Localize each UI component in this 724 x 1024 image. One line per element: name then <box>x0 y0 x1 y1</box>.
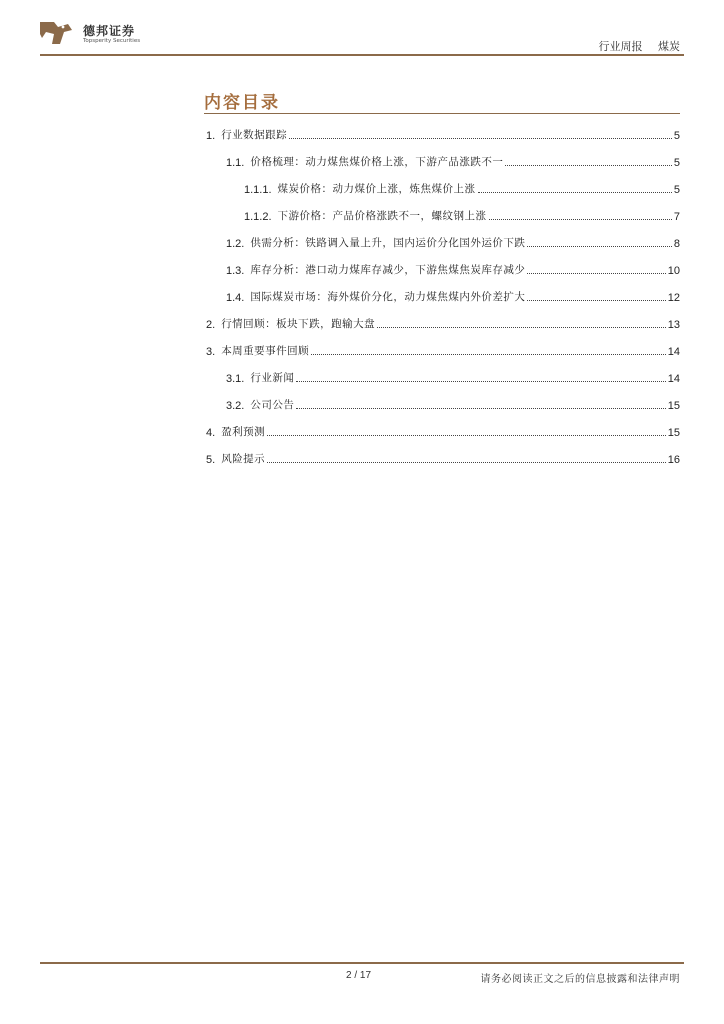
toc-entry-number: 3.2. <box>226 400 245 412</box>
toc-entry[interactable] <box>226 371 680 385</box>
toc-entry-number: 1.1.2. <box>244 211 272 223</box>
toc-entry-page: 15 <box>667 427 680 439</box>
toc-entry-text: 行业新闻 <box>250 372 295 384</box>
toc-leader-dots <box>505 165 672 166</box>
toc-entry[interactable] <box>206 128 680 142</box>
toc-entry-number: 1.2. <box>226 238 245 250</box>
toc-leader-dots <box>311 354 666 355</box>
toc-entry-page: 5 <box>673 157 680 169</box>
toc-entry-number: 1.1.1. <box>244 184 272 196</box>
toc-entry-text: 风险提示 <box>221 453 266 465</box>
toc-entry-page: 14 <box>667 373 680 385</box>
toc-entry[interactable] <box>226 263 680 277</box>
toc-entry-text: 国际煤炭市场：海外煤价分化，动力煤焦煤内外价差扩大 <box>250 291 526 303</box>
toc-leader-dots <box>527 300 665 301</box>
toc-entry-number: 4. <box>206 427 216 439</box>
toc-entry-page: 5 <box>673 130 680 142</box>
toc-entry-text: 盈利预测 <box>221 426 266 438</box>
toc-leader-dots <box>527 246 672 247</box>
toc-leader-dots <box>377 327 666 328</box>
toc-entry-page: 10 <box>667 265 680 277</box>
toc-entry[interactable] <box>206 317 680 331</box>
company-name-cn: 德邦证券 <box>83 24 136 38</box>
toc-entry-number: 1.4. <box>226 292 245 304</box>
toc-entry[interactable] <box>206 452 680 466</box>
page-indicator: 2 / 17 <box>346 970 372 981</box>
toc-entry-number: 1.3. <box>226 265 245 277</box>
report-sector: 煤炭 <box>658 40 680 53</box>
toc-leader-dots <box>267 435 666 436</box>
toc-entry[interactable] <box>226 398 680 412</box>
toc-entry-text: 本周重要事件回顾 <box>221 345 310 357</box>
toc-entry-number: 3.1. <box>226 373 245 385</box>
toc-leader-dots <box>267 462 666 463</box>
toc-entry[interactable] <box>226 290 680 304</box>
toc-entry-page: 7 <box>673 211 680 223</box>
toc-entry-number: 1. <box>206 130 216 142</box>
toc-entry[interactable] <box>206 425 680 439</box>
toc-entry-text: 下游价格：产品价格涨跌不一，螺纹钢上涨 <box>277 210 487 222</box>
toc-leader-dots <box>527 273 665 274</box>
toc-entry-number: 2. <box>206 319 216 331</box>
footer-divider <box>40 962 684 964</box>
toc-leader-dots <box>489 219 672 220</box>
toc-entry-text: 供需分析：铁路调入量上升，国内运价分化国外运价下跌 <box>250 237 526 249</box>
toc-entry-text: 行情回顾：板块下跌，跑输大盘 <box>221 318 376 330</box>
toc-leader-dots <box>296 381 665 382</box>
toc-entry[interactable] <box>206 344 680 358</box>
toc-entry-text: 煤炭价格：动力煤价上涨，炼焦煤价上涨 <box>277 183 476 195</box>
toc-entry-text: 价格梳理：动力煤焦煤价格上涨，下游产品涨跌不一 <box>250 156 504 168</box>
toc-leader-dots <box>478 192 672 193</box>
toc-leader-dots <box>289 138 672 139</box>
toc-title: 内容目录 <box>204 93 280 113</box>
report-type: 行业周报 <box>598 40 643 53</box>
toc-entry-number: 3. <box>206 346 216 358</box>
footer-disclaimer: 请务必阅读正文之后的信息披露和法律声明 <box>480 974 680 985</box>
toc-entry-page: 12 <box>667 292 680 304</box>
toc-leader-dots <box>296 408 665 409</box>
toc-entry-page: 14 <box>667 346 680 358</box>
toc-entry[interactable] <box>244 182 680 196</box>
company-name-en: Topsperity Securities <box>83 38 141 44</box>
toc-entry-page: 8 <box>673 238 680 250</box>
toc-entry[interactable] <box>226 155 680 169</box>
toc-entry-page: 16 <box>667 454 680 466</box>
toc-entry-number: 1.1. <box>226 157 245 169</box>
toc-entry[interactable] <box>244 209 680 223</box>
toc-entry-page: 13 <box>667 319 680 331</box>
toc-entry-text: 库存分析：港口动力煤库存减少，下游焦煤焦炭库存减少 <box>250 264 526 276</box>
toc-entry-page: 15 <box>667 400 680 412</box>
toc-entry-text: 公司公告 <box>250 399 295 411</box>
toc-entry-page: 5 <box>673 184 680 196</box>
toc-entry-text: 行业数据跟踪 <box>221 129 288 141</box>
toc-entry[interactable] <box>226 236 680 250</box>
toc-entry-number: 5. <box>206 454 216 466</box>
